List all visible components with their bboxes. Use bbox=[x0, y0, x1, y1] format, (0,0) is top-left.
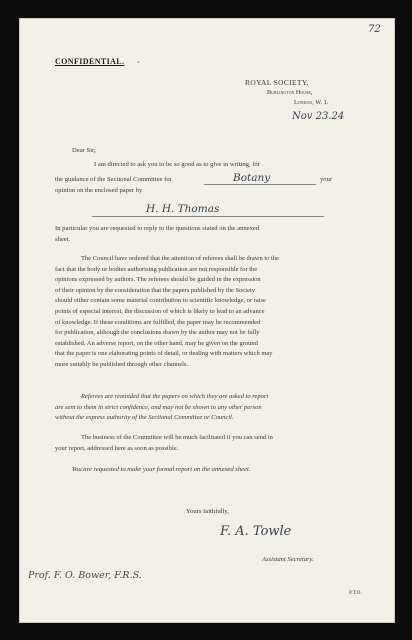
council-line: should either contain some material contribution to scientific knowledge, or raise bbox=[55, 297, 267, 305]
request-line-4: In particular you are requested to reply to the questions stated on the annexed bbox=[55, 225, 260, 232]
referee-reminder bbox=[55, 392, 268, 424]
request-line-2-end: your bbox=[320, 176, 333, 183]
addressee: Prof. F. O. Bower, F.R.S. bbox=[28, 570, 142, 581]
council-line: more suitably be published through other channels. bbox=[55, 360, 189, 368]
formal-report-note: You are requested to make your formal report on the annexed sheet. bbox=[72, 466, 251, 473]
society-city: London, W. 1. bbox=[294, 99, 329, 106]
author-fill-line bbox=[92, 216, 324, 217]
pto-note: P.T.O. bbox=[349, 590, 362, 596]
closing: Yours faithfully, bbox=[186, 508, 229, 515]
council-line: of knowledge. If these conditions are fulfilled, the paper may be recommended bbox=[55, 318, 261, 326]
request-line-2-start: the guidance of the Sectional Committee for bbox=[55, 176, 172, 183]
committee-name: Botany bbox=[233, 172, 271, 184]
council-line: The Council have ordered that the attention of referees shall be drawn to the bbox=[81, 255, 279, 262]
council-line: fact that the body or bodies authorising publication are not responsible for the bbox=[55, 265, 258, 273]
red-tick-mark: ‘ bbox=[137, 60, 140, 69]
reminder-line: Referees are reminded that the papers on which they are asked to report bbox=[81, 393, 269, 400]
council-line: points of especial interest, the discussion of which is likely to lead to an advance bbox=[55, 307, 265, 315]
confidential-heading: CONFIDENTIAL. bbox=[55, 57, 125, 66]
council-line: of their opinion by the consideration that the papers published by the Society bbox=[55, 286, 256, 294]
council-line: established. An adverse report, on the other hand, may be given on the ground bbox=[55, 339, 258, 347]
council-line: opinions expressed by authors. The referees should be guided in the expression bbox=[55, 276, 261, 284]
business-line: your report, addressed here as soon as possible. bbox=[55, 444, 179, 452]
council-line: for publication, although the conclusions drawn by the author may not be fully bbox=[55, 329, 260, 337]
request-line-5: sheet. bbox=[55, 236, 71, 243]
business-paragraph bbox=[55, 433, 273, 454]
reminder-line: are sent to them in strict confidence, and may not be shown to any other person bbox=[55, 403, 262, 411]
signer-title: Assistant Secretary. bbox=[262, 556, 314, 563]
salutation: Dear Sir, bbox=[72, 147, 96, 154]
request-line-1: I am directed to ask you to be so good as to give in writing, for bbox=[94, 161, 260, 168]
page-number: 72 bbox=[368, 24, 381, 35]
council-line: that the paper is one elaborating points of detail, or dealing with matters which may bbox=[55, 350, 273, 358]
business-line: The business of the Committee will be much facilitated if you can send in bbox=[81, 434, 273, 441]
letter-date: Nov 23.24 bbox=[292, 111, 345, 122]
society-house: Burlington House, bbox=[267, 89, 313, 96]
council-paragraph bbox=[55, 254, 279, 371]
society-name: ROYAL SOCIETY, bbox=[245, 78, 309, 87]
request-line-3: opinion on the enclosed paper by bbox=[55, 187, 143, 194]
signature: F. A. Towle bbox=[220, 524, 292, 539]
committee-fill-line bbox=[204, 184, 316, 185]
paper-author: H. H. Thomas bbox=[146, 203, 220, 215]
reminder-line: without the express authority of the Sectional Committee or Council. bbox=[55, 414, 234, 422]
